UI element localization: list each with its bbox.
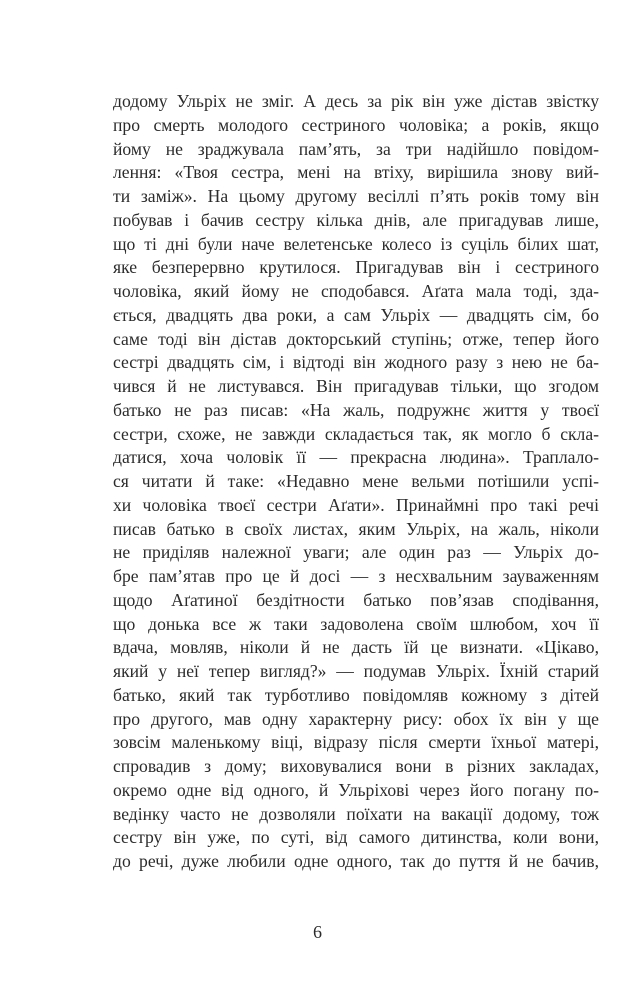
text-line: до речі, дуже любили одне одного, так до пуття й не бачив, [113, 851, 599, 871]
text-line: ся читати й таке: «Недавно мене вельми потішили успі- [113, 471, 599, 491]
text-line: вдача, мовляв, ніколи й не дасть їй це визнати. «Цікаво, [113, 637, 599, 658]
text-line: сестру він уже, по суті, від самого дитинства, коли вони, [113, 827, 599, 848]
text-line: додому Ульріх не зміг. А десь за рік він уже дістав звістку [113, 91, 599, 111]
text-line: ведінку часто не дозволяли поїхати на вакації додому, тож [113, 803, 599, 824]
text-line: зовсім маленькому віці, відразу після смерти їхньої матері, [113, 732, 599, 753]
text-line: яке безперервно крутилося. Пригадував він і сестриного [113, 257, 599, 278]
text-line: датися, хоча чоловік її — прекрасна людина». Траплало- [113, 447, 599, 468]
text-line: писав батько в своїх листах, яким Ульріх, на жаль, ніколи [113, 518, 599, 539]
text-line: про другого, мав одну характерну рису: обох їх він у ще [113, 708, 599, 729]
text-line: чоловіка, який йому не сподобався. Аґата мала тоді, зда- [113, 281, 599, 301]
text-line: лення: «Твоя сестра, мені на втіху, вирішила знову вий- [113, 162, 599, 183]
text-line: що донька все ж таки задоволена своїм шлюбом, хоч її [113, 613, 599, 634]
text-line: йому не зраджувала пам’ять, за три надійшло повідом- [113, 138, 599, 159]
text-line: який у неї тепер вигляд?» — подумав Ульріх. Їхній старий [113, 661, 599, 681]
page-number: 6 [313, 922, 322, 942]
text-line: батько не раз писав: «На жаль, подружнє життя у твоєї [113, 399, 599, 420]
text-line: не приділяв належної уваги; але один раз — Ульріх до- [113, 542, 599, 563]
text-line: хи чоловіка твоєї сестри Аґати». Принаймні про такі речі [113, 494, 599, 515]
text-line: бре пам’ятав про це й досі — з несхвальним зауваженням [113, 566, 599, 586]
text-line: побував і бачив сестру кілька днів, але пригадував лише, [113, 209, 599, 230]
text-line: спровадив з дому; виховувалися вони в різних закладах, [113, 756, 599, 776]
text-line: батько, який так турботливо повідомляв кожному з дітей [113, 684, 599, 705]
text-line: ти заміж». На цьому другому весіллі п’ять років тому він [113, 186, 599, 206]
text-line: про смерть молодого сестриного чоловіка; а років, якщо [113, 114, 599, 135]
text-line: окремо одне від одного, й Ульріхові через його погану по- [113, 779, 599, 800]
text-line: сестри, схоже, не завжди складається так, як могло б скла- [113, 423, 599, 444]
body-text [113, 90, 599, 874]
text-line: саме тоді він дістав докторський ступінь; отже, тепер його [113, 328, 599, 349]
text-line: що ті дні були наче велетенське колесо із суціль білих шат, [113, 233, 599, 254]
text-line: сестрі двадцять сім, і відтоді він жодного разу з нею не ба- [113, 352, 599, 373]
text-line: ється, двадцять два роки, а сам Ульріх — двадцять сім, бо [113, 304, 599, 325]
text-line: чився й не листувався. Він пригадував тільки, що згодом [113, 376, 599, 396]
text-line: щодо Аґатиної бездітности батько пов’язав сподівання, [113, 589, 599, 610]
